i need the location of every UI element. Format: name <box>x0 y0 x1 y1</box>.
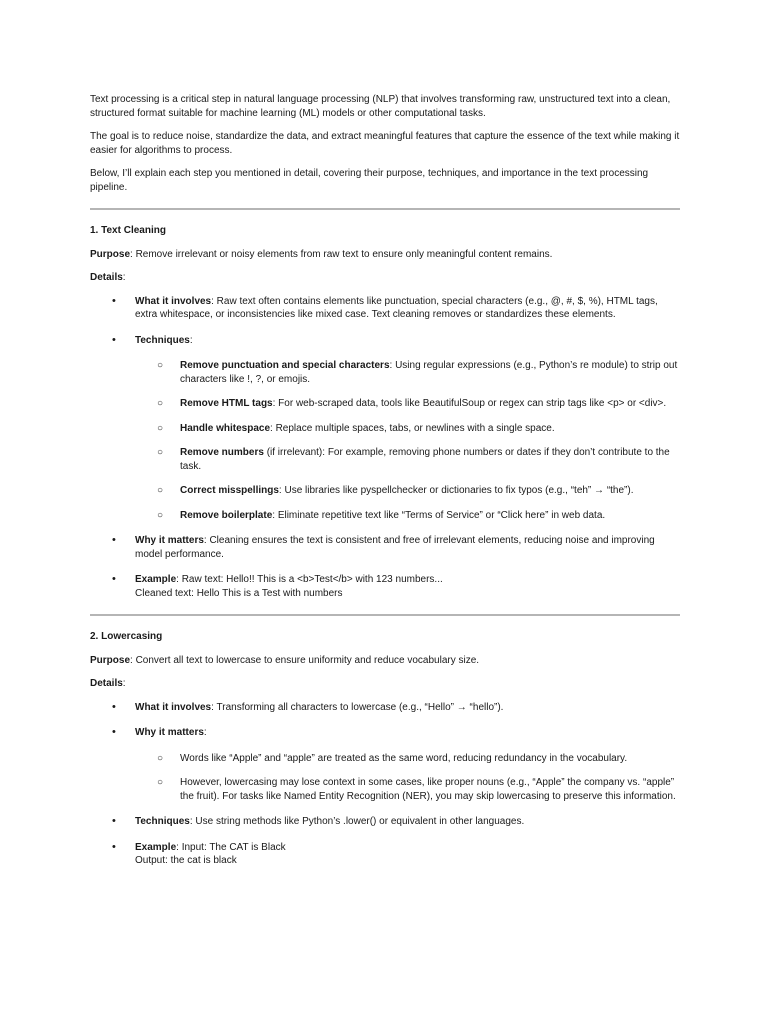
item-label: What it involves <box>135 701 212 713</box>
bullet-icon: • <box>112 294 116 307</box>
item-text: : Raw text often contains elements like punctuation, special characters (e.g., @, #, $, %), HTML tags, extra whitespace, or inconsistencies like mixed case. Text cleaning removes or standardizes these elements. <box>135 295 658 320</box>
circle-bullet-icon: ○ <box>157 485 164 496</box>
bullet-icon: • <box>112 700 116 713</box>
item-label: Techniques <box>135 816 190 827</box>
circle-bullet-icon: ○ <box>157 398 164 409</box>
why-sublist <box>135 752 680 804</box>
item-text: However, lowercasing may lose context in some cases, like proper nouns (e.g., “Apple” the company vs. “apple” the fruit). For tasks like Named Entity Recognition (NER), you may skip lowercasing to preserve this information. <box>180 777 676 802</box>
sublist-item <box>135 776 680 803</box>
item-text: : For web-scraped data, tools like BeautifulSoup or regex can strip tags like <p> or <div>. <box>272 398 667 409</box>
section-heading-lowercasing: 2. Lowercasing <box>90 631 163 642</box>
item-label: What it involves <box>135 295 212 307</box>
list-item <box>90 815 680 829</box>
details-label: Details <box>90 272 123 283</box>
sublist-item <box>135 359 680 386</box>
item-label: Techniques <box>135 334 190 346</box>
purpose-label: Purpose <box>90 654 131 666</box>
item-colon: : <box>203 727 207 738</box>
item-text: : Replace multiple spaces, tabs, or newlines with a single space. <box>270 422 555 434</box>
section-heading-text-cleaning: 1. Text Cleaning <box>90 225 166 236</box>
intro-paragraph-3: Below, I’ll explain each step you mentioned in detail, covering their purpose, techniques, and importance in the text processing pipeline. <box>90 168 649 193</box>
item-label: Correct misspellings <box>180 485 279 496</box>
details-colon: : <box>122 272 126 283</box>
intro-paragraph-1: Text processing is a critical step in natural language processing (NLP) that involves transforming raw, unstructured text into a clean, structured format suitable for machine learning (ML) models or other computational tasks. <box>90 94 671 119</box>
item-label: Remove punctuation and special characters <box>180 360 390 371</box>
list-item <box>90 534 680 561</box>
circle-bullet-icon: ○ <box>157 422 164 434</box>
sublist-item <box>135 397 680 411</box>
item-label: Remove HTML tags <box>180 398 273 409</box>
sublist-item <box>135 752 680 766</box>
details-label: Details <box>90 678 123 689</box>
item-text-line2: Output: the cat is black <box>135 855 237 866</box>
item-label: Remove numbers <box>180 447 264 458</box>
purpose-text: : Remove irrelevant or noisy elements from raw text to ensure only meaningful content remains. <box>130 248 553 260</box>
item-text: : Use libraries like pyspellchecker or dictionaries to fix typos (e.g., “teh” → “the”). <box>278 485 634 496</box>
item-text: Words like “Apple” and “apple” are treated as the same word, reducing redundancy in the vocabulary. <box>180 752 628 764</box>
item-text: : Raw text: Hello!! This is a <b>Test</b> with 123 numbers... <box>176 574 443 585</box>
details-line <box>90 271 680 285</box>
item-text: : Input: The CAT is Black <box>176 841 286 853</box>
circle-bullet-icon: ○ <box>157 509 164 521</box>
item-text-line2: Cleaned text: Hello This is a Test with numbers <box>135 587 343 599</box>
item-label: Example <box>135 574 177 585</box>
sublist-item <box>135 422 680 436</box>
intro-paragraph-2: The goal is to reduce noise, standardize the data, and extract meaningful features that capture the essence of the text while making it easier for algorithms to process. <box>90 131 680 156</box>
circle-bullet-icon: ○ <box>157 777 164 788</box>
details-line <box>90 677 680 691</box>
item-colon: : <box>189 334 193 346</box>
bullet-icon: • <box>112 534 116 546</box>
list-item <box>90 573 680 600</box>
list-item <box>90 726 680 803</box>
item-text: (if irrelevant): For example, removing phone numbers or dates if they don’t contribute to the task. <box>180 447 670 472</box>
item-label: Remove boilerplate <box>180 509 273 521</box>
techniques-sublist <box>135 359 680 522</box>
purpose-label: Purpose <box>90 248 131 260</box>
purpose-line <box>90 248 680 262</box>
section-divider <box>90 614 680 616</box>
item-text: : Using regular expressions (e.g., Python’s re module) to strip out characters like !, ?, or emojis. <box>180 360 678 385</box>
bullet-icon: • <box>112 840 116 853</box>
bullet-icon: • <box>112 573 116 585</box>
circle-bullet-icon: ○ <box>157 752 164 764</box>
item-text: : Use string methods like Python’s .lower() or equivalent in other languages. <box>189 816 525 827</box>
list-item <box>90 841 680 868</box>
sublist-item <box>135 446 680 473</box>
document-body <box>90 93 680 880</box>
item-label: Handle whitespace <box>180 422 271 434</box>
circle-bullet-icon: ○ <box>157 360 164 371</box>
item-text: : Transforming all characters to lowercase (e.g., “Hello” → “hello”). <box>211 701 504 713</box>
details-colon: : <box>122 678 126 689</box>
bullet-icon: • <box>112 333 116 346</box>
sublist-item <box>135 484 680 498</box>
sublist-item <box>135 509 680 523</box>
purpose-text: : Convert all text to lowercase to ensure uniformity and reduce vocabulary size. <box>130 654 480 666</box>
item-text: : Cleaning ensures the text is consistent and free of irrelevant elements, reducing noise and improving model performance. <box>135 535 655 560</box>
item-label: Example <box>135 841 177 853</box>
section-divider <box>90 208 680 210</box>
bullet-icon: • <box>112 726 116 738</box>
list-item <box>90 701 680 715</box>
item-label: Why it matters <box>135 727 204 738</box>
item-label: Why it matters <box>135 535 204 546</box>
list-item <box>90 334 680 523</box>
item-text: : Eliminate repetitive text like “Terms of Service” or “Click here” in web data. <box>272 509 606 521</box>
lowercasing-list <box>90 701 680 868</box>
purpose-line <box>90 654 680 668</box>
list-item <box>90 295 680 322</box>
circle-bullet-icon: ○ <box>157 447 164 458</box>
bullet-icon: • <box>112 815 116 827</box>
text-cleaning-list <box>90 295 680 601</box>
